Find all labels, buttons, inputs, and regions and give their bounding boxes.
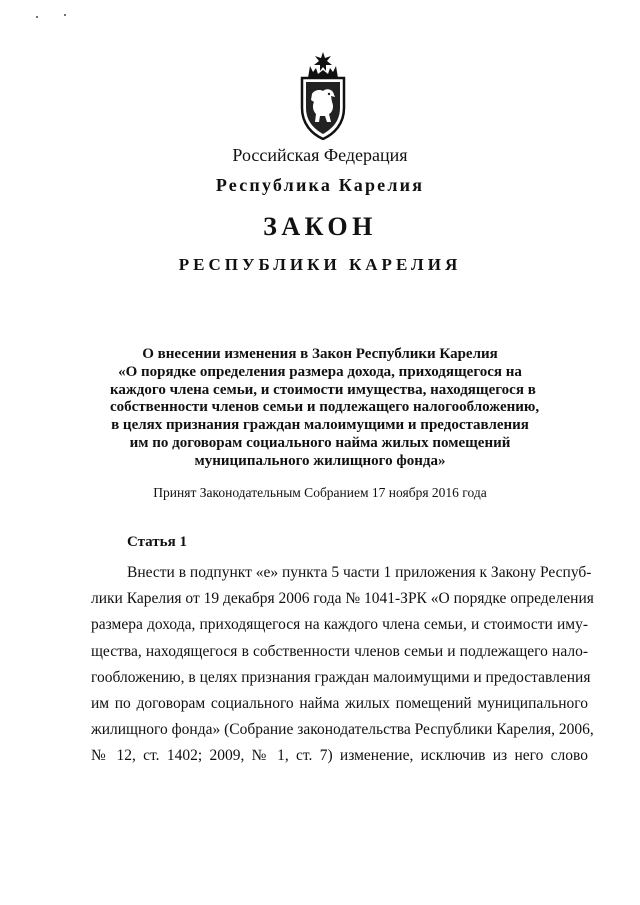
region-name: Республика Карелия bbox=[215, 175, 425, 195]
adoption-note: Принят Законодательным Собранием 17 ноября 2016 года bbox=[153, 485, 487, 500]
article-line: Внести в подпункт «е» пункта 5 части 1 приложения к Закону Респуб- bbox=[127, 564, 592, 581]
document-type: ЗАКОН bbox=[263, 212, 377, 241]
law-title-line: каждого члена семьи, и стоимости имущества, находящегося в bbox=[110, 381, 536, 398]
law-title-line: О внесении изменения в Закон Республики Карелия bbox=[142, 346, 498, 362]
article-heading: Статья 1 bbox=[127, 534, 187, 550]
law-title-line: собственности членов семьи и подлежащего налогообложению, bbox=[110, 399, 540, 416]
country-name: Российская Федерация bbox=[232, 145, 408, 165]
karelia-coat-of-arms-icon bbox=[296, 50, 350, 140]
article-line: щества, находящегося в собственности членов семьи и подлежащего нало- bbox=[91, 642, 588, 660]
law-title-line: им по договорам социального найма жилых помещений bbox=[129, 434, 511, 451]
article-body bbox=[91, 560, 594, 770]
law-title-line: в целях признания граждан малоимущими и предоставления bbox=[111, 417, 529, 434]
article-line: № 12, ст. 1402; 2009, № 1, ст. 7) изменение, исключив из него слово bbox=[91, 747, 588, 765]
article-line: размера дохода, приходящегося на каждого члена семьи, и стоимости иму- bbox=[91, 616, 588, 634]
article-line: гообложению, в целях признания граждан малоимущими и предоставления bbox=[91, 668, 591, 686]
scan-marks bbox=[36, 10, 76, 22]
article-line: жилищного фонда» (Собрание законодательства Республики Карелия, 2006, bbox=[91, 721, 594, 739]
article-line: лики Карелия от 19 декабря 2006 года № 1041-ЗРК «О порядке определения bbox=[91, 590, 594, 608]
law-title bbox=[110, 346, 540, 471]
law-title-line: муниципального жилищного фонда» bbox=[194, 452, 446, 469]
law-title-line: «О порядке определения размера дохода, приходящегося на bbox=[118, 363, 522, 380]
document-issuer: РЕСПУБЛИКИ КАРЕЛИЯ bbox=[178, 255, 462, 274]
article-line: им по договорам социального найма жилых помещений муниципального bbox=[91, 695, 588, 713]
